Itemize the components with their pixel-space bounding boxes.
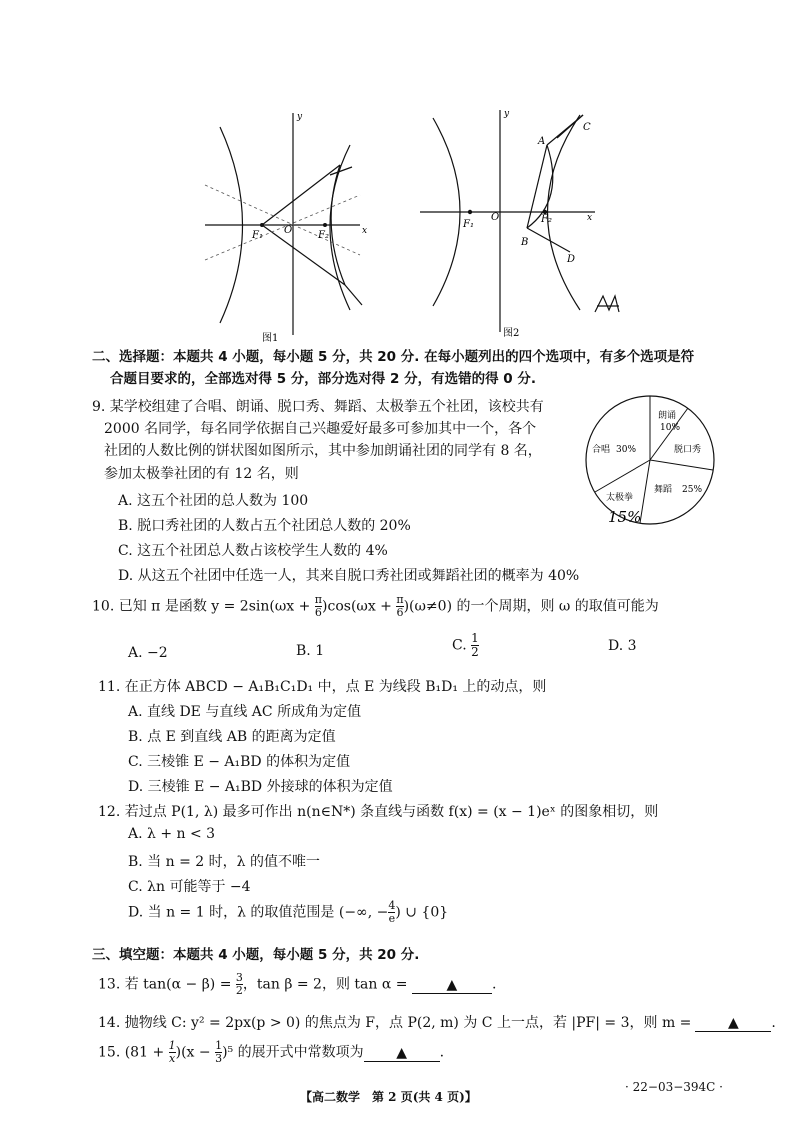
pie-label-tuokouxiu: 脱口秀 [674,445,702,455]
pie-label-langsong: 朗诵 [658,411,677,421]
figure-2 [415,100,630,340]
q12-option-d-b: ) ∪ {0} [395,904,449,921]
fig2-x-label: x [587,213,593,223]
pie-handwritten-note: 15% [608,508,642,526]
q15-answer-blank[interactable] [364,1045,440,1062]
fig2-origin: O [491,212,500,223]
fig1-f2: F₂ [318,230,329,241]
q15-line [98,1040,444,1065]
footer-code: · 22−03−394C · [625,1080,723,1094]
q11-stem: 11. 在正方体 ABCD − A₁B₁C₁D₁ 中，点 E 为线段 B₁D₁ 上的动点，则 [98,679,547,695]
pie-label-hechang: 合唱 [592,445,611,455]
fig1-origin: O [284,225,293,236]
section-3-heading: 三、填空题：本题共 4 小题，每小题 5 分，共 20 分. [92,947,420,963]
q15-n2: 1 [215,1039,223,1052]
q15-end: . [439,1044,445,1061]
q14-answer-blank[interactable] [695,1015,771,1032]
q14-blank-mark: ▲ [728,1015,739,1031]
fig2-point-d: D [567,254,576,265]
fig2-y-label: y [504,109,510,119]
q12-option-c: C. λn 可能等于 −4 [128,879,251,895]
q10-stem-b: )cos(ωx + [322,598,397,615]
q10-option-c-num: 1 [471,631,479,645]
q12-option-d [128,900,448,925]
q10-option-c [452,632,479,659]
section-2-heading-line1: 二、选择题：本题共 4 小题，每小题 5 分，共 20 分. 在每小题列出的四个选项中，有多个选项是符 [92,349,695,365]
q10-stem-c: )(ω≠0) 的一个周期，则 ω 的取值可能为 [403,598,659,615]
q9-stem-line4: 参加太极拳社团的有 12 名，则 [104,466,299,482]
q15-stem-b: )(x − [175,1044,216,1061]
fig2-f2: F₂ [541,214,552,225]
pie-label-wudao: 舞蹈 [654,485,673,495]
q13-answer-blank[interactable] [412,977,492,994]
q10-stem [92,594,659,619]
q13-blank-mark: ▲ [446,976,458,993]
fig1-x-label: x [362,226,368,236]
q10-frac1-num: π [314,593,323,606]
q12-option-a: A. λ + n < 3 [128,826,216,842]
fig2-point-b: B [521,237,529,248]
q15-blank-mark: ▲ [396,1044,407,1061]
q12-option-d-den: e [388,912,396,925]
section-2-heading-line2: 合题目要求的，全部选对得 5 分，部分选对得 2 分，有选错的得 0 分. [110,371,537,387]
q10-option-c-den: 2 [471,645,479,659]
q11-option-d: D. 三棱锥 E − A₁BD 外接球的体积为定值 [128,779,393,795]
q9-stem-line2: 2000 名同学，每名同学依据自己兴趣爱好最多可参加其中一个，各个 [104,421,537,437]
q9-stem-line1: 9. 某学校组建了合唱、朗诵、脱口秀、舞蹈、太极拳五个社团，该校共有 [92,399,544,415]
fig2-f1: F₁ [463,219,474,230]
q13-line [98,972,496,997]
pie-value-hechang: 30% [616,445,637,455]
q12-option-d-num: 4 [388,899,396,912]
q12-option-d-a: D. 当 n = 1 时，λ 的取值范围是 (−∞, − [128,904,389,921]
figure-1 [200,105,370,345]
q10-option-b: B. 1 [296,643,325,659]
q13-end: . [491,976,497,993]
q9-stem-line3: 社团的人数比例的饼状图如图所示，其中参加朗诵社团的同学有 8 名， [104,443,542,459]
q10-stem-a: 10. 已知 π 是函数 y = 2sin(ωx + [92,598,315,615]
q14-line [98,1012,776,1032]
q13-stem-b: ，tan β = 2，则 tan α = [242,976,412,993]
q15-n1: 1 [168,1039,176,1052]
q13-num: 3 [235,971,243,984]
q10-frac2-num: π [396,593,404,606]
q12-option-b: B. 当 n = 2 时，λ 的值不唯一 [128,854,320,870]
q11-option-c: C. 三棱锥 E − A₁BD 的体积为定值 [128,754,351,770]
q12-stem: 12. 若过点 P(1, λ) 最多可作出 n(n∈N*) 条直线与函数 f(x) = (x − 1)eˣ 的图象相切，则 [98,804,659,820]
q15-stem-c: )⁵ 的展开式中常数项为 [222,1044,364,1061]
q10-frac1-den: 6 [314,606,322,619]
q10-option-a: A. −2 [128,645,168,661]
q11-option-b: B. 点 E 到直线 AB 的距离为定值 [128,729,336,745]
pie-value-langsong: 10% [660,423,681,433]
q14-stem: 14. 抛物线 C: y² = 2px(p > 0) 的焦点为 F，点 P(2, m) 为 C 上一点，若 |PF| = 3，则 m = [98,1015,692,1031]
q13-stem-a: 13. 若 tan(α − β) = [98,976,236,993]
pie-label-taijiquan: 太极拳 [606,493,634,503]
q9-option-b: B. 脱口秀社团的人数占五个社团总人数的 20% [118,518,411,534]
q10-option-d: D. 3 [608,638,637,654]
fig2-point-c: C [583,122,591,133]
pie-value-wudao: 25% [682,485,703,495]
fig1-y-label: y [297,112,303,122]
q13-den: 2 [235,984,243,997]
fig2-caption: 图2 [503,328,520,339]
q15-d1: x [169,1052,176,1065]
fig2-point-a: A [538,136,546,147]
q9-option-d: D. 从这五个社团中任选一人，其来自脱口秀社团或舞蹈社团的概率为 40% [118,568,580,584]
q14-end: . [771,1015,776,1031]
q15-d2: 3 [215,1052,223,1065]
q10-frac2-den: 6 [396,606,404,619]
fig1-f1: F₁ [252,230,263,241]
q9-option-c: C. 这五个社团总人数占该校学生人数的 4% [118,543,388,559]
q9-pie-chart [582,388,722,530]
fig1-caption: 图1 [262,333,279,344]
footer-page-number: 【高二数学 第 2 页(共 4 页)】 [300,1090,477,1104]
q11-option-a: A. 直线 DE 与直线 AC 所成角为定值 [128,704,362,720]
q15-stem-a: 15. (81 + [98,1044,169,1061]
q9-option-a: A. 这五个社团的总人数为 100 [118,493,309,509]
q10-option-c-prefix: C. [452,637,467,654]
